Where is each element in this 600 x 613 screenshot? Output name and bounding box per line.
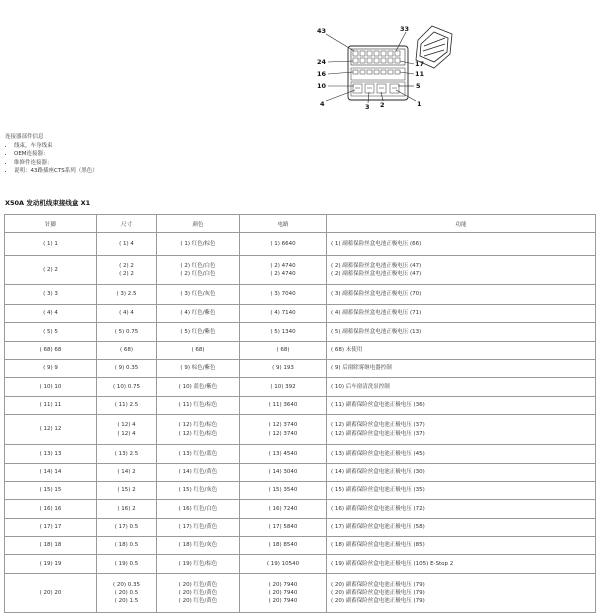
table-row [5, 519, 596, 537]
size-cell [97, 500, 157, 519]
function-cell [327, 305, 596, 323]
size-cell-line: ( 20) 0.35 [112, 581, 141, 588]
connector-info [5, 133, 98, 176]
color-cell-line: ( 17) 红色/黄色 [178, 524, 218, 531]
size-cell-line: ( 14) 2 [117, 469, 136, 476]
size-cell-line: ( 20) 0.5 [114, 589, 139, 596]
pin-cell [5, 342, 97, 360]
pinout-table [4, 214, 596, 613]
function-cell-line: ( 13) 副蓄保险丝盒电池正极电压 (45) [331, 450, 425, 457]
pin-cell [5, 360, 97, 378]
pin-cell-line: ( 14) 14 [39, 469, 62, 476]
pin-cell [5, 415, 97, 445]
circuit-cell-line: ( 9) 193 [272, 365, 294, 372]
table-row [5, 323, 596, 342]
table-title: X50A 发动机线束接线盒 X1 [5, 199, 91, 207]
color-cell [157, 342, 240, 360]
color-cell-line: ( 15) 红色/灰色 [178, 487, 218, 494]
connector-info-list [5, 142, 98, 176]
size-cell [97, 323, 157, 342]
circuit-cell [240, 397, 327, 415]
table-row [5, 574, 596, 613]
circuit-cell [240, 323, 327, 342]
pin-cell-line: ( 10) 10 [39, 383, 62, 390]
color-cell-line: ( 19) 红色/棕色 [178, 560, 218, 567]
circuit-cell-line: ( 18) 8540 [268, 542, 298, 549]
table-row [5, 482, 596, 500]
circuit-cell-line: ( 16) 7240 [268, 505, 298, 512]
connector-info-item: • 维修件连接器： [14, 159, 98, 168]
connector-info-item: • OEM连接器： [14, 150, 98, 159]
function-cell-line: ( 12) 副蓄保险丝盒电池正极电压 (37) [331, 422, 425, 429]
table-row [5, 397, 596, 415]
color-cell [157, 305, 240, 323]
pin-cell-line: ( 20) 20 [39, 589, 62, 596]
function-cell [327, 415, 596, 445]
pin-label-43: 43 [317, 27, 327, 35]
table-row [5, 378, 596, 397]
pin-label-4: 4 [320, 100, 325, 108]
table-row [5, 285, 596, 305]
color-cell [157, 574, 240, 613]
function-cell [327, 285, 596, 305]
color-cell [157, 464, 240, 482]
pin-cell-line: ( 1) 1 [43, 240, 58, 247]
function-cell [327, 256, 596, 285]
circuit-cell-line: ( 20) 7940 [268, 589, 298, 596]
pin-cell [5, 519, 97, 537]
circuit-cell [240, 256, 327, 285]
pin-cell [5, 233, 97, 256]
color-cell [157, 285, 240, 305]
circuit-cell-line: ( 2) 4740 [270, 262, 296, 269]
column-header-function: 功能 [327, 215, 596, 233]
pin-label-11: 11 [415, 70, 425, 78]
pin-cell-line: ( 15) 15 [39, 487, 62, 494]
pin-cell-line: ( 11) 11 [39, 402, 62, 409]
function-cell [327, 555, 596, 574]
function-cell-line: ( 11) 副蓄保险丝盒电池正极电压 (36) [331, 402, 425, 409]
function-cell-line: ( 16) 副蓄保险丝盒电池正极电压 (72) [331, 505, 425, 512]
function-cell-line: ( 2) 副蓄保险丝盒电池正极电压 (47) [331, 271, 422, 277]
function-cell [327, 482, 596, 500]
circuit-cell-line: ( 5) 1340 [270, 328, 296, 335]
circuit-cell [240, 415, 327, 445]
pin-cell-line: ( 3) 3 [43, 291, 58, 298]
circuit-cell-line: ( 10) 392 [270, 383, 296, 390]
circuit-cell-line: ( 12) 3740 [268, 430, 298, 437]
size-cell [97, 397, 157, 415]
function-cell [327, 500, 596, 519]
size-cell-line: ( 19) 0.5 [114, 560, 139, 567]
function-cell [327, 537, 596, 555]
function-cell-line: ( 19) 副蓄保险丝盒电池正极电压 (105) E-Stop 2 [331, 560, 454, 567]
function-cell-line: ( 20) 副蓄保险丝盒电池正极电压 (79) [331, 589, 425, 596]
function-cell-line: ( 14) 副蓄保险丝盒电池正极电压 (30) [331, 469, 425, 476]
function-cell-line: ( 2) 副蓄保险丝盒电池正极电压 (47) [331, 262, 422, 269]
size-cell-line: ( 2) 2 [119, 262, 134, 269]
table-row [5, 537, 596, 555]
function-cell [327, 445, 596, 464]
color-cell-line: ( 16) 红色/白色 [178, 505, 218, 512]
circuit-cell [240, 500, 327, 519]
pin-label-16: 16 [317, 70, 327, 78]
color-cell-line: ( 9) 棕色/紫色 [180, 365, 216, 372]
size-cell-line: ( 2) 2 [119, 271, 134, 277]
circuit-cell [240, 360, 327, 378]
color-cell [157, 519, 240, 537]
circuit-cell [240, 305, 327, 323]
color-cell [157, 256, 240, 285]
size-cell-line: ( 13) 2.5 [114, 450, 139, 457]
circuit-cell-line: ( 15) 3540 [268, 487, 298, 494]
function-cell-line: ( 3) 副蓄保险丝盒电池正极电压 (70) [331, 291, 422, 298]
size-cell [97, 574, 157, 613]
table-row [5, 233, 596, 256]
pin-cell [5, 445, 97, 464]
color-cell [157, 482, 240, 500]
size-cell [97, 285, 157, 305]
connector-face-illustration [310, 24, 460, 112]
color-cell-line: ( 20) 红色/黄色 [178, 598, 218, 605]
table-row [5, 360, 596, 378]
circuit-cell [240, 342, 327, 360]
pin-cell [5, 397, 97, 415]
pin-label-33: 33 [400, 25, 410, 33]
function-cell-line: ( 20) 副蓄保险丝盒电池正极电压 (79) [331, 581, 425, 588]
circuit-cell-line: ( 20) 7940 [268, 598, 298, 605]
size-cell [97, 555, 157, 574]
color-cell [157, 555, 240, 574]
pin-cell-line: ( 4) 4 [43, 310, 58, 317]
color-cell [157, 537, 240, 555]
color-cell [157, 360, 240, 378]
pin-cell-line: ( 19) 19 [39, 560, 62, 567]
size-cell [97, 360, 157, 378]
color-cell-line: ( 4) 红色/紫色 [180, 310, 216, 317]
circuit-cell [240, 285, 327, 305]
circuit-cell [240, 482, 327, 500]
size-cell-line: ( 11) 2.5 [114, 402, 139, 409]
pin-cell [5, 555, 97, 574]
function-cell [327, 233, 596, 256]
connector-info-item: • 线束，车身线束 [14, 142, 98, 151]
pin-cell-line: ( 13) 13 [39, 450, 62, 457]
color-cell-line: ( 14) 红色/黄色 [178, 469, 218, 476]
size-cell-line: ( 3) 2.5 [116, 291, 137, 298]
table-row [5, 305, 596, 323]
function-cell-line: ( 17) 副蓄保险丝盒电池正极电压 (58) [331, 524, 425, 531]
function-cell-line: ( 5) 副蓄保险丝盒电池正极电压 (13) [331, 328, 422, 335]
color-cell-line: ( 12) 红色/棕色 [178, 430, 218, 437]
pin-cell [5, 378, 97, 397]
color-cell [157, 445, 240, 464]
color-cell-line: ( 18) 红色/灰色 [178, 542, 218, 549]
circuit-cell-line: ( 11) 3640 [268, 402, 298, 409]
table-header-row [5, 215, 596, 233]
size-cell-line: ( 9) 0.35 [114, 365, 139, 372]
table-row [5, 500, 596, 519]
color-cell-line: ( 12) 红色/棕色 [178, 422, 218, 429]
pin-cell [5, 256, 97, 285]
color-cell-line: ( 5) 红色/紫色 [180, 328, 216, 335]
pin-cell-line: ( 5) 5 [43, 328, 58, 335]
function-cell [327, 323, 596, 342]
function-cell-line: ( 20) 副蓄保险丝盒电池正极电压 (79) [331, 598, 425, 605]
circuit-cell-line: ( 1) 6640 [270, 240, 296, 247]
table-row [5, 256, 596, 285]
circuit-cell [240, 378, 327, 397]
function-cell-line: ( 68) 未使用 [331, 347, 363, 354]
size-cell [97, 233, 157, 256]
circuit-cell [240, 537, 327, 555]
color-cell-line: ( 20) 红色/黄色 [178, 581, 218, 588]
size-cell-line: ( 16) 2 [117, 505, 136, 512]
function-cell-line: ( 1) 副蓄保险丝盒电池正极电压 (66) [331, 240, 422, 247]
color-cell-line: ( 2) 红色/白色 [180, 262, 216, 269]
circuit-cell-line: ( 4) 7140 [270, 310, 296, 317]
circuit-cell [240, 233, 327, 256]
size-cell [97, 342, 157, 360]
function-cell [327, 378, 596, 397]
circuit-cell [240, 445, 327, 464]
function-cell [327, 397, 596, 415]
table-row [5, 445, 596, 464]
size-cell-line: ( 1) 4 [119, 240, 134, 247]
pin-cell [5, 464, 97, 482]
pin-cell-line: ( 12) 12 [39, 426, 62, 433]
pin-label-10: 10 [317, 82, 327, 90]
function-cell-line: ( 9) 后窗除雾继电器控制 [331, 365, 392, 372]
table-row [5, 415, 596, 445]
function-cell-line: ( 18) 副蓄保险丝盒电池正极电压 (85) [331, 542, 425, 549]
size-cell [97, 378, 157, 397]
size-cell-line: ( 4) 4 [119, 310, 134, 317]
circuit-cell [240, 519, 327, 537]
color-cell [157, 378, 240, 397]
pin-cell [5, 323, 97, 342]
function-cell-line: ( 4) 副蓄保险丝盒电池正极电压 (71) [331, 310, 422, 317]
table-body [5, 233, 596, 613]
pin-label-2: 2 [380, 101, 385, 109]
color-cell-line: ( 68) [191, 347, 205, 354]
pin-label-5: 5 [416, 82, 421, 90]
circuit-cell-line: ( 68) [276, 347, 290, 354]
pin-cell [5, 305, 97, 323]
pin-cell [5, 285, 97, 305]
connector-info-item: • 说明：43路插座CTS系列（黑色） [14, 167, 98, 176]
color-cell [157, 415, 240, 445]
pin-cell-line: ( 2) 2 [43, 266, 58, 273]
function-cell-line: ( 15) 副蓄保险丝盒电池正极电压 (35) [331, 487, 425, 494]
pin-cell [5, 574, 97, 613]
pin-cell-line: ( 9) 9 [43, 365, 58, 372]
circuit-cell [240, 574, 327, 613]
pin-cell-line: ( 18) 18 [39, 542, 62, 549]
pin-cell [5, 482, 97, 500]
function-cell [327, 574, 596, 613]
pin-label-1: 1 [417, 100, 422, 108]
circuit-cell-line: ( 14) 3040 [268, 469, 298, 476]
column-header-pin: 针脚 [5, 215, 97, 233]
size-cell-line: ( 12) 4 [117, 430, 136, 437]
size-cell-line: ( 20) 1.5 [114, 598, 139, 605]
size-cell [97, 482, 157, 500]
pin-cell-line: ( 16) 16 [39, 505, 62, 512]
pin-label-17: 17 [415, 60, 425, 68]
color-cell-line: ( 10) 蓝色/紫色 [178, 383, 218, 390]
circuit-cell-line: ( 2) 4740 [270, 271, 296, 277]
circuit-cell-line: ( 3) 7040 [270, 291, 296, 298]
function-cell [327, 360, 596, 378]
function-cell-line: ( 12) 副蓄保险丝盒电池正极电压 (37) [331, 430, 425, 437]
column-header-color: 颜色 [157, 215, 240, 233]
color-cell-line: ( 20) 红色/黄色 [178, 589, 218, 596]
color-cell-line: ( 1) 红色/棕色 [180, 240, 216, 247]
size-cell-line: ( 5) 0.75 [114, 328, 139, 335]
connector-info-heading: 连接器部件信息 [5, 134, 44, 140]
column-header-circuit: 电路 [240, 215, 327, 233]
size-cell [97, 537, 157, 555]
circuit-cell-line: ( 12) 3740 [268, 422, 298, 429]
size-cell [97, 256, 157, 285]
circuit-cell-line: ( 17) 5840 [268, 524, 298, 531]
size-cell-line: ( 18) 0.5 [114, 542, 139, 549]
pin-label-3: 3 [365, 103, 370, 111]
circuit-cell-line: ( 19) 10540 [266, 560, 300, 567]
circuit-cell [240, 464, 327, 482]
size-cell-line: ( 68) [119, 347, 134, 354]
circuit-cell-line: ( 20) 7940 [268, 581, 298, 588]
size-cell [97, 464, 157, 482]
color-cell [157, 397, 240, 415]
pin-cell-line: ( 68) 68 [39, 347, 62, 354]
pin-label-24: 24 [317, 58, 327, 66]
function-cell [327, 519, 596, 537]
size-cell-line: ( 10) 0.75 [112, 383, 141, 390]
size-cell [97, 415, 157, 445]
table-row [5, 342, 596, 360]
color-cell [157, 233, 240, 256]
color-cell-line: ( 13) 红色/蓝色 [178, 450, 218, 457]
function-cell [327, 464, 596, 482]
circuit-cell [240, 555, 327, 574]
table-row [5, 555, 596, 574]
color-cell [157, 323, 240, 342]
size-cell [97, 519, 157, 537]
size-cell [97, 445, 157, 464]
color-cell-line: ( 2) 红色/白色 [180, 271, 216, 277]
color-cell-line: ( 11) 红色/棕色 [178, 402, 218, 409]
pin-cell-line: ( 17) 17 [39, 524, 62, 531]
color-cell [157, 500, 240, 519]
column-header-size: 尺寸 [97, 215, 157, 233]
color-cell-line: ( 3) 红色/灰色 [180, 291, 216, 298]
size-cell-line: ( 12) 4 [117, 422, 136, 429]
pin-cell [5, 500, 97, 519]
function-cell-line: ( 10) 后车窗清洗泵控制 [331, 383, 390, 390]
size-cell-line: ( 15) 2 [117, 487, 136, 494]
size-cell-line: ( 17) 0.5 [114, 524, 139, 531]
pin-cell [5, 537, 97, 555]
function-cell [327, 342, 596, 360]
circuit-cell-line: ( 13) 4540 [268, 450, 298, 457]
table-row [5, 464, 596, 482]
connector-diagram [310, 24, 460, 112]
size-cell [97, 305, 157, 323]
